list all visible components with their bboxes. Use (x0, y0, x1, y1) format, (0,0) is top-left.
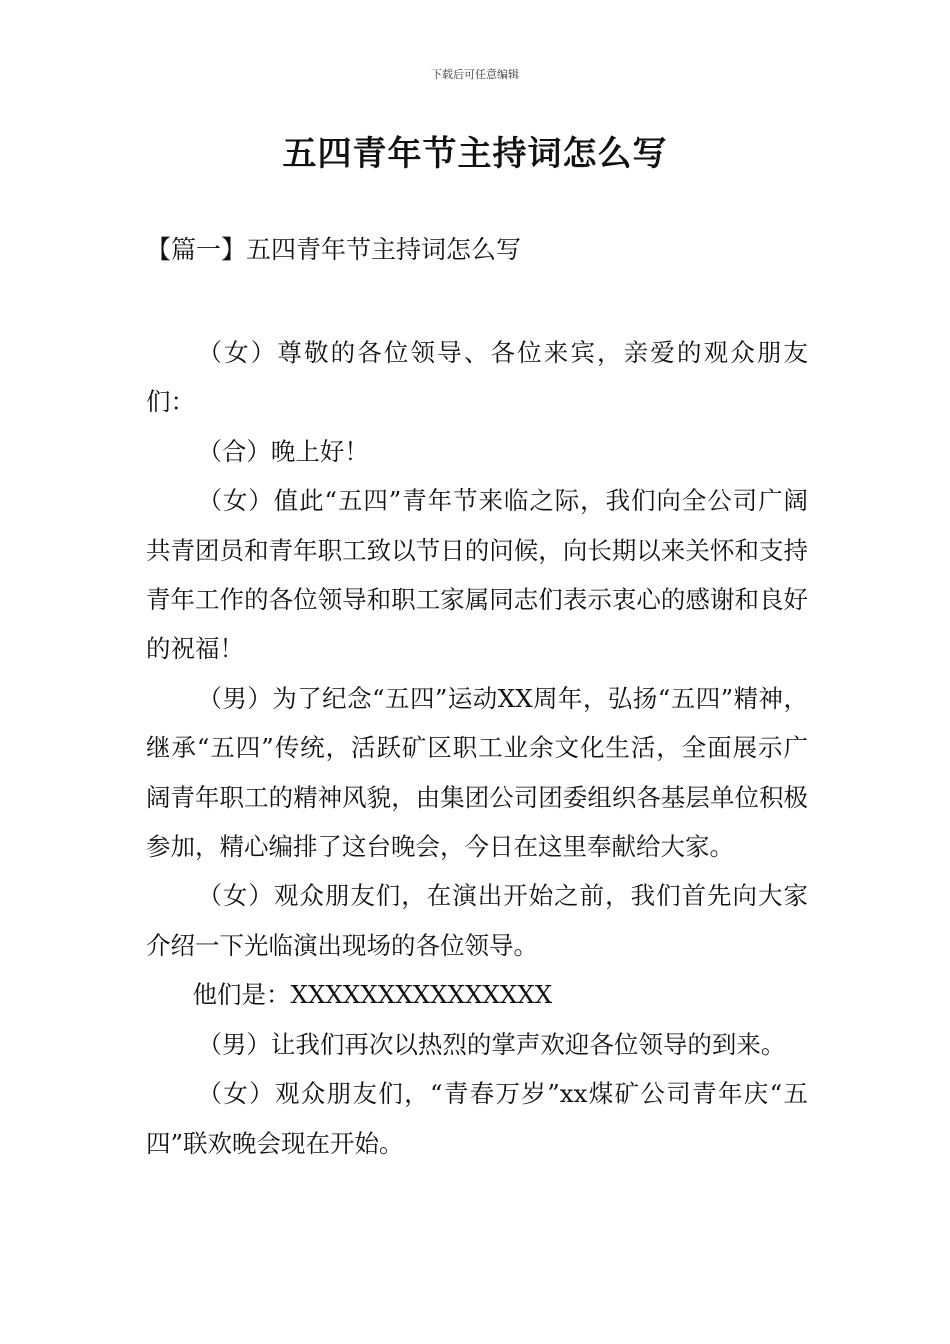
paragraph: （女）值此“五四”青年节来临之际，我们向全公司广阔共青团员和青年职工致以节日的问候，向长期以来关怀和支持青年工作的各位领导和职工家属同志们表示衷心的感谢和良好的祝福！ (146, 486, 808, 664)
paragraph: （女）观众朋友们，在演出开始之前，我们首先向大家介绍一下光临演出现场的各位领导。 (146, 881, 808, 960)
paragraph: （男）为了纪念“五四”运动XX周年，弘扬“五四”精神，继承“五四”传统，活跃矿区职工业余文化生活，全面展示广阔青年职工的精神风貌，由集团公司团委组织各基层单位积极参加，精心编排了这台晚会，今日在这里奉献给大家。 (146, 683, 808, 862)
paragraph: （女）尊敬的各位领导、各位来宾，亲爱的观众朋友们： (146, 338, 808, 417)
document-title: 五四青年节主持词怎么写 (282, 134, 668, 174)
header-note: 下载后可任意编辑 (431, 68, 519, 81)
paragraph: （合）晚上好！ (197, 436, 369, 466)
paragraph: （女）观众朋友们，“青春万岁”xx煤矿公司青年庆“五四”联欢晚会现在开始。 (146, 1079, 808, 1158)
document-body (146, 328, 808, 1168)
section-heading: 【篇一】五四青年节主持词怎么写 (146, 235, 522, 264)
paragraph: 他们是：XXXXXXXXXXXXXXX (192, 980, 553, 1010)
paragraph: （男）让我们再次以热烈的掌声欢迎各位领导的到来。 (197, 1029, 786, 1059)
